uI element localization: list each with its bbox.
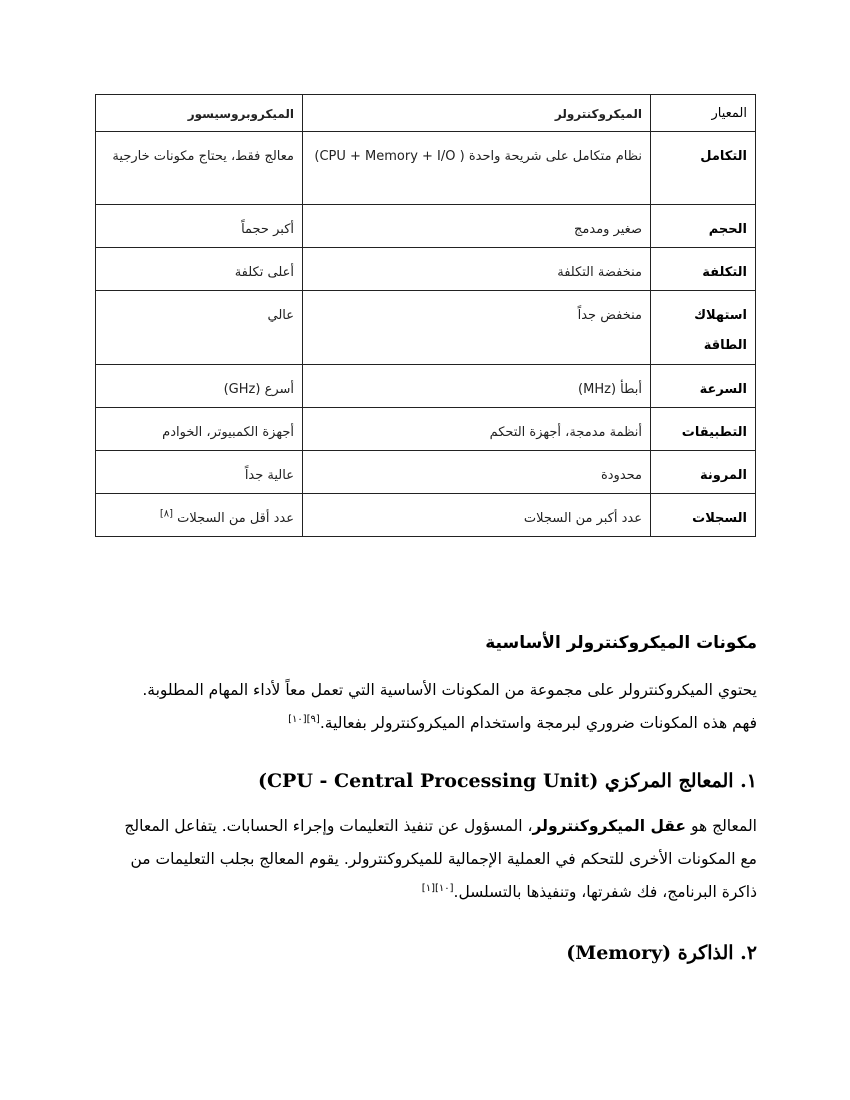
- table-row: [96, 132, 756, 205]
- cell-microcontroller: أنظمة مدمجة، أجهزة التحكم: [303, 408, 651, 451]
- citation-link[interactable]: [١٠][١]: [421, 882, 454, 894]
- cell-microprocessor: [96, 494, 303, 537]
- table-header-row: [96, 95, 756, 132]
- table-row: [96, 408, 756, 451]
- table-row: [96, 291, 756, 365]
- cell-microprocessor: أعلى تكلفة: [96, 248, 303, 291]
- cell-microprocessor: أجهزة الكمبيوتر، الخوادم: [96, 408, 303, 451]
- cell-criterion: المرونة: [651, 451, 756, 494]
- cell-criterion: التكلفة: [651, 248, 756, 291]
- cell-microcontroller: محدودة: [303, 451, 651, 494]
- cell-microcontroller: منخفض جداً: [303, 291, 651, 365]
- cell-criterion: استهلاك الطاقة: [651, 291, 756, 365]
- cpu-text-rest: ، المسؤول عن تنفيذ التعليمات وإجراء الحسابات. يتفاعل المعالج مع المكونات الأخرى للتحكم في العملية الإجمالية للميكروكنترولر. يقوم المعالج بجلب التعليمات من ذاكرة البرنامج، فك شفرتها، وتنفيذها بالتسلسل.: [124, 817, 757, 901]
- cpu-text-start: المعالج هو: [686, 817, 757, 835]
- citation-link[interactable]: [٩][١٠]: [288, 713, 320, 725]
- cell-microcontroller: عدد أكبر من السجلات: [303, 494, 651, 537]
- intro-text: يحتوي الميكروكنترولر على مجموعة من المكونات الأساسية التي تعمل معاً لأداء المهام المطلوبة. فهم هذه المكونات ضروري لبرمجة واستخدام الميكروكنترولر بفعالية.: [142, 681, 757, 732]
- table-row: [96, 494, 756, 537]
- cell-criterion: التكامل: [651, 132, 756, 205]
- header-criterion: المعيار: [651, 95, 756, 132]
- citation-link[interactable]: [٨]: [159, 508, 173, 520]
- cpu-paragraph: [117, 810, 757, 909]
- cpu-heading: ١. المعالج المركزي (CPU - Central Processing Unit): [257, 770, 757, 792]
- comparison-table: [95, 94, 756, 537]
- cell-microprocessor: معالج فقط، يحتاج مكونات خارجية: [96, 132, 303, 205]
- cell-microcontroller: نظام متكامل على شريحة واحدة ( CPU + Memory + I/O): [303, 132, 651, 205]
- section-title: مكونات الميكروكنترولر الأساسية: [485, 633, 757, 653]
- cell-microprocessor: عالي: [96, 291, 303, 365]
- cell-microcontroller: أبطأ (MHz): [303, 365, 651, 408]
- memory-heading: ٢. الذاكرة (Memory): [566, 942, 757, 964]
- cell-microcontroller: منخفضة التكلفة: [303, 248, 651, 291]
- table-row: [96, 451, 756, 494]
- table-row: [96, 205, 756, 248]
- cell-microcontroller: صغير ومدمج: [303, 205, 651, 248]
- cell-criterion: التطبيقات: [651, 408, 756, 451]
- cell-microprocessor: أسرع (GHz): [96, 365, 303, 408]
- table-row: [96, 365, 756, 408]
- header-microcontroller: الميكروكنترولر: [303, 95, 651, 132]
- cell-text: عدد أقل من السجلات: [177, 511, 294, 526]
- cell-criterion: السرعة: [651, 365, 756, 408]
- cpu-bold-text: عقل الميكروكنترولر: [532, 817, 687, 835]
- header-microprocessor: الميكروبروسيسور: [96, 95, 303, 132]
- intro-paragraph: [117, 674, 757, 740]
- cell-microprocessor: أكبر حجماً: [96, 205, 303, 248]
- cell-criterion: الحجم: [651, 205, 756, 248]
- table-row: [96, 248, 756, 291]
- cell-microprocessor: عالية جداً: [96, 451, 303, 494]
- cell-criterion: السجلات: [651, 494, 756, 537]
